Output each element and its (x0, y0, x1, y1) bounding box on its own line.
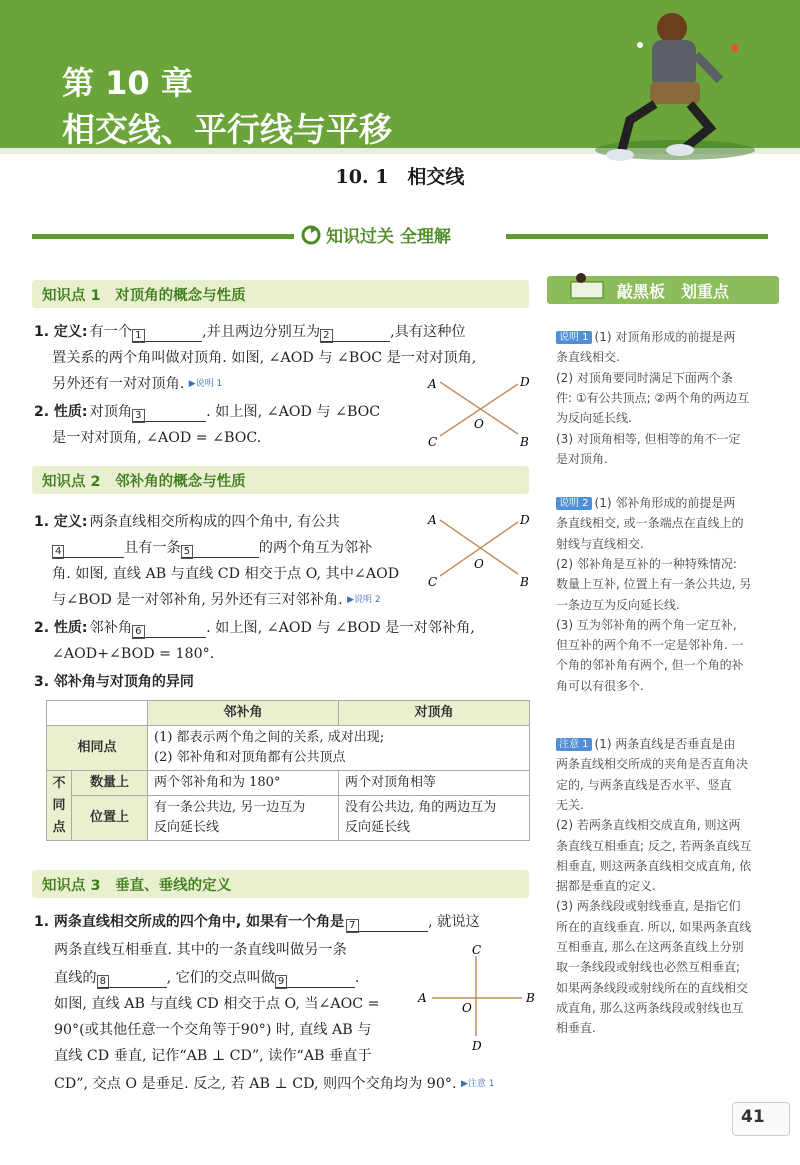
kp1-line-3: 另外还有一对对顶角. ▶说明 1 (52, 376, 223, 392)
sidebar-line (556, 555, 737, 574)
sidebar-line-text: (2) 若两条直线相交成直角, 则这两 (556, 818, 741, 833)
knowledge-point-3-heading (32, 870, 529, 898)
sidebar-line (556, 776, 732, 795)
knowledge-point-1-heading (32, 280, 529, 308)
label-c-3: C (472, 944, 482, 957)
label-d-2: D (520, 513, 530, 527)
sidebar-line-text: 个角的邻补角有两个, 但一个角的补 (556, 658, 744, 673)
kp3-line-6: 直线 CD 垂直, 记作“AB ⊥ CD”, 读作“AB 垂直于 (54, 1048, 372, 1064)
blank-6[interactable]: 6 (132, 621, 206, 638)
sidebar-line (556, 958, 740, 977)
knowledge-point-2-heading (32, 466, 529, 494)
section-banner (300, 222, 500, 250)
note-tag: 注意 1 (556, 738, 592, 751)
kp2-line-1: 1. 定义: 两条直线相交所构成的四个角中, 有公共 (34, 514, 340, 530)
kp2-line-2: 4 且有一条 5 的两个角互为邻补 (52, 538, 372, 558)
sidebar-line-text: (3) 对顶角相等, 但相等的角不一定 (556, 431, 741, 446)
kp1-heading-text: 知识点 1 对顶角的概念与性质 (42, 288, 246, 304)
label-a: A (428, 377, 437, 391)
sidebar-line-text: 定的, 与两条直线是否水平、竖直 (556, 777, 732, 792)
sidebar-line (556, 735, 735, 754)
label-d-3: D (472, 1039, 482, 1053)
blank-9[interactable]: 9 (275, 971, 355, 988)
sidebar-line (556, 369, 733, 388)
sidebar-line (556, 575, 751, 594)
sidebar-line-text: 数量上互补, 位置上有一条公共边, 另 (556, 577, 752, 592)
sidebar-line-text: 射线与直线相交. (556, 536, 644, 551)
sidebar-line-text: 条直线互相垂直; 反之, 若两条直线互 (556, 838, 752, 853)
row-header-same: 相同点 (47, 726, 148, 771)
sidebar-line-text: 件: ①有公共顶点; ②两个角的两边互 (556, 390, 750, 405)
page-number: 41 (741, 1107, 765, 1127)
row-header-position: 位置上 (72, 796, 148, 841)
same-point-2: (2) 邻补角和对顶角都有公共顶点 (154, 750, 346, 765)
ref-note-1[interactable]: ▶说明 1 (188, 379, 223, 389)
label-o-2: O (474, 557, 484, 571)
label-o: O (474, 417, 484, 431)
same-point-1: (1) 都表示两个角之间的关系, 成对出现; (154, 730, 385, 745)
row-header-diff: 不 同 点 (47, 771, 72, 841)
sidebar-line-text: 相垂直, 则这两条直线相交成直角, 依 (556, 858, 752, 873)
sidebar-line-text: 两条直线相交所成的夹角是否直角决 (556, 757, 749, 772)
sidebar-line (556, 796, 584, 815)
label-b-3: B (526, 991, 535, 1005)
blank-8[interactable]: 8 (97, 971, 167, 988)
figure-perpendicular (414, 944, 544, 1056)
sidebar-line-text: (2) 对顶角要同时满足下面两个条 (556, 370, 733, 385)
col-header-vertical: 对顶角 (339, 701, 530, 726)
cell-qty-vertical: 两个对顶角相等 (339, 771, 530, 796)
label-b: B (520, 435, 529, 449)
chapter-title: 相交线、平行线与平移 (62, 110, 392, 149)
kp3-line-3: 直线的 8 , 它们的交点叫做 9 . (54, 970, 360, 987)
sidebar-line-text: 如果两条线段或射线所在的直线相交 (556, 980, 749, 995)
sidebar-line-text: 成直角, 那么这两条线段或射线也互 (556, 1000, 744, 1015)
sidebar-line-text: 角可以有很多个. (556, 678, 644, 693)
refresh-icon (300, 224, 322, 246)
sidebar-line (556, 494, 735, 513)
sidebar-line (556, 535, 644, 554)
kp2-line-3: 角. 如图, 直线 AB 与直线 CD 相交于点 O, 其中∠AOD (52, 566, 400, 582)
blank-2[interactable]: 2 (320, 325, 390, 342)
sidebar-line-text: 一条边互为反向延长线. (556, 597, 680, 612)
figure-adjacent-angles (420, 508, 540, 592)
sidebar-heading: 敲黑板 划重点 (547, 276, 779, 304)
label-o-3: O (462, 1001, 472, 1015)
sidebar-line (556, 1019, 596, 1038)
sidebar-line-text: 条直线相交, 或一条端点在直线上的 (556, 516, 744, 531)
banner-label: 知识过关 全理解 (326, 227, 451, 247)
sidebar-line-text: 相垂直. (556, 1021, 596, 1036)
sidebar-line-text: 是对顶角. (556, 451, 608, 466)
ref-note-2[interactable]: ▶说明 2 (347, 595, 381, 605)
sidebar-line (556, 409, 632, 428)
sidebar-line-text: (3) 互为邻补角的两个角一定互补, (556, 617, 737, 632)
sidebar-line (556, 514, 744, 533)
blank-5[interactable]: 5 (181, 541, 259, 558)
blank-1[interactable]: 1 (132, 325, 202, 342)
sidebar-line-text: (1) 邻补角形成的前提是两 (594, 496, 736, 510)
label-d: D (520, 375, 530, 389)
sidebar-line (556, 979, 748, 998)
kp1-line-4: 2. 性质: 对顶角 3 . 如上图, ∠AOD 与 ∠BOC (34, 404, 381, 421)
sidebar-line (556, 918, 751, 937)
sidebar-line-text: 条直线相交. (556, 350, 620, 365)
sidebar-line (556, 656, 744, 675)
sidebar-line (556, 877, 656, 896)
cell-qty-adjacent: 两个邻补角和为 180° (148, 771, 339, 796)
comparison-table (46, 700, 530, 841)
sidebar-line-text: (1) 两条直线是否垂直是由 (594, 737, 736, 751)
sidebar-line-text: 据都是垂直的定义. (556, 879, 656, 894)
kp3-line-7: CD”, 交点 O 是垂足. 反之, 若 AB ⊥ CD, 则四个交角均为 90°. ▶注意 1 (54, 1076, 495, 1092)
row-header-quantity: 数量上 (72, 771, 148, 796)
sidebar-line-text: 为反向延长线. (556, 411, 632, 426)
kp3-line-5: 90°(或其他任意一个交角等于90°) 时, 直线 AB 与 (54, 1022, 372, 1038)
student-illustration (560, 0, 800, 175)
kp2-line-4: 与∠BOD 是一对邻补角, 另外还有三对邻补角. ▶说明 2 (52, 592, 381, 608)
sidebar-line-text: 所在的直线垂直. 所以, 如果两条直线 (556, 919, 752, 934)
label-b-2: B (520, 575, 529, 589)
banner-rule-left (32, 234, 294, 239)
sidebar-line (556, 636, 744, 655)
sidebar-line (556, 596, 680, 615)
ref-note-3[interactable]: ▶注意 1 (460, 1079, 495, 1089)
figure-vertical-angles (420, 372, 540, 452)
kp3-line-1: 1. 两条直线相交所成的四个角中, 如果有一个角是 7 , 就说这 (34, 914, 480, 931)
cell-pos-adjacent: 有一条公共边, 另一边互为 反向延长线 (148, 796, 339, 841)
sidebar-line-text: 取一条线段或射线也必然互相垂直; (556, 960, 741, 975)
kp2-line-7: 3. 邻补角与对顶角的异同 (34, 674, 194, 690)
kp3-heading-text: 知识点 3 垂直、垂线的定义 (42, 878, 232, 894)
sidebar-line (556, 857, 751, 876)
note-tag: 说明 2 (556, 497, 592, 510)
sidebar-line (556, 450, 608, 469)
blank-7[interactable]: 7 (346, 915, 428, 932)
kp1-line-1: 1. 定义: 有一个 1 ,并且两边分别互为 2 ,具有这种位 (34, 324, 466, 341)
sidebar-line-text: (2) 邻补角是互补的一种特殊情况: (556, 556, 737, 571)
kp3-line-4: 如图, 直线 AB 与直线 CD 相交于点 O, 当∠AOC = (54, 996, 380, 1012)
kp2-line-6: ∠AOD+∠BOD = 180°. (52, 646, 215, 662)
table-corner (47, 701, 148, 726)
sidebar-line-text: (1) 对顶角形成的前提是两 (594, 330, 736, 344)
label-c-2: C (428, 575, 438, 589)
sidebar-line (556, 328, 735, 347)
banner-rule-right (506, 234, 768, 239)
sidebar-line-text: 但互补的两个角不一定是邻补角. 一 (556, 638, 744, 653)
col-header-adjacent: 邻补角 (148, 701, 339, 726)
sidebar-line (556, 837, 752, 856)
label-a-2: A (428, 513, 437, 527)
chapter-number: 第 10 章 (62, 64, 193, 102)
sidebar-line (556, 755, 748, 774)
sidebar-line (556, 938, 744, 957)
kp3-line-2: 两条直线互相垂直. 其中的一条直线叫做另一条 (54, 942, 347, 958)
kp1-line-2: 置关系的两个角叫做对顶角. 如图, ∠AOD 与 ∠BOC 是一对对顶角, (52, 350, 477, 366)
label-c: C (428, 435, 438, 449)
sidebar-line (556, 430, 740, 449)
sidebar-line (556, 389, 749, 408)
sidebar-line (556, 677, 644, 696)
kp2-line-5: 2. 性质: 邻补角 6 . 如上图, ∠AOD 与 ∠BOD 是一对邻补角, (34, 620, 475, 637)
blank-3[interactable]: 3 (132, 405, 206, 422)
label-a-3: A (418, 991, 427, 1005)
cell-pos-vertical: 没有公共边, 角的两边互为 反向延长线 (339, 796, 530, 841)
sidebar-line (556, 897, 740, 916)
sidebar-line-text: (3) 两条线段或射线垂直, 是指它们 (556, 899, 741, 914)
note-tag: 说明 1 (556, 331, 592, 344)
sidebar-line (556, 616, 737, 635)
section-title: 10. 1 相交线 (335, 166, 465, 188)
sidebar-line (556, 999, 744, 1018)
sidebar-line-text: 互相垂直, 那么在这两条直线上分别 (556, 940, 744, 954)
teacher-board-icon (567, 270, 607, 302)
blank-4[interactable]: 4 (52, 541, 124, 558)
sidebar-line (556, 816, 740, 835)
kp2-heading-text: 知识点 2 邻补角的概念与性质 (42, 474, 246, 490)
sidebar-line (556, 348, 620, 367)
same-points-cell (148, 726, 530, 771)
kp1-line-5: 是一对对顶角, ∠AOD = ∠BOC. (52, 430, 262, 446)
sidebar-line-text: 无关. (556, 797, 584, 812)
